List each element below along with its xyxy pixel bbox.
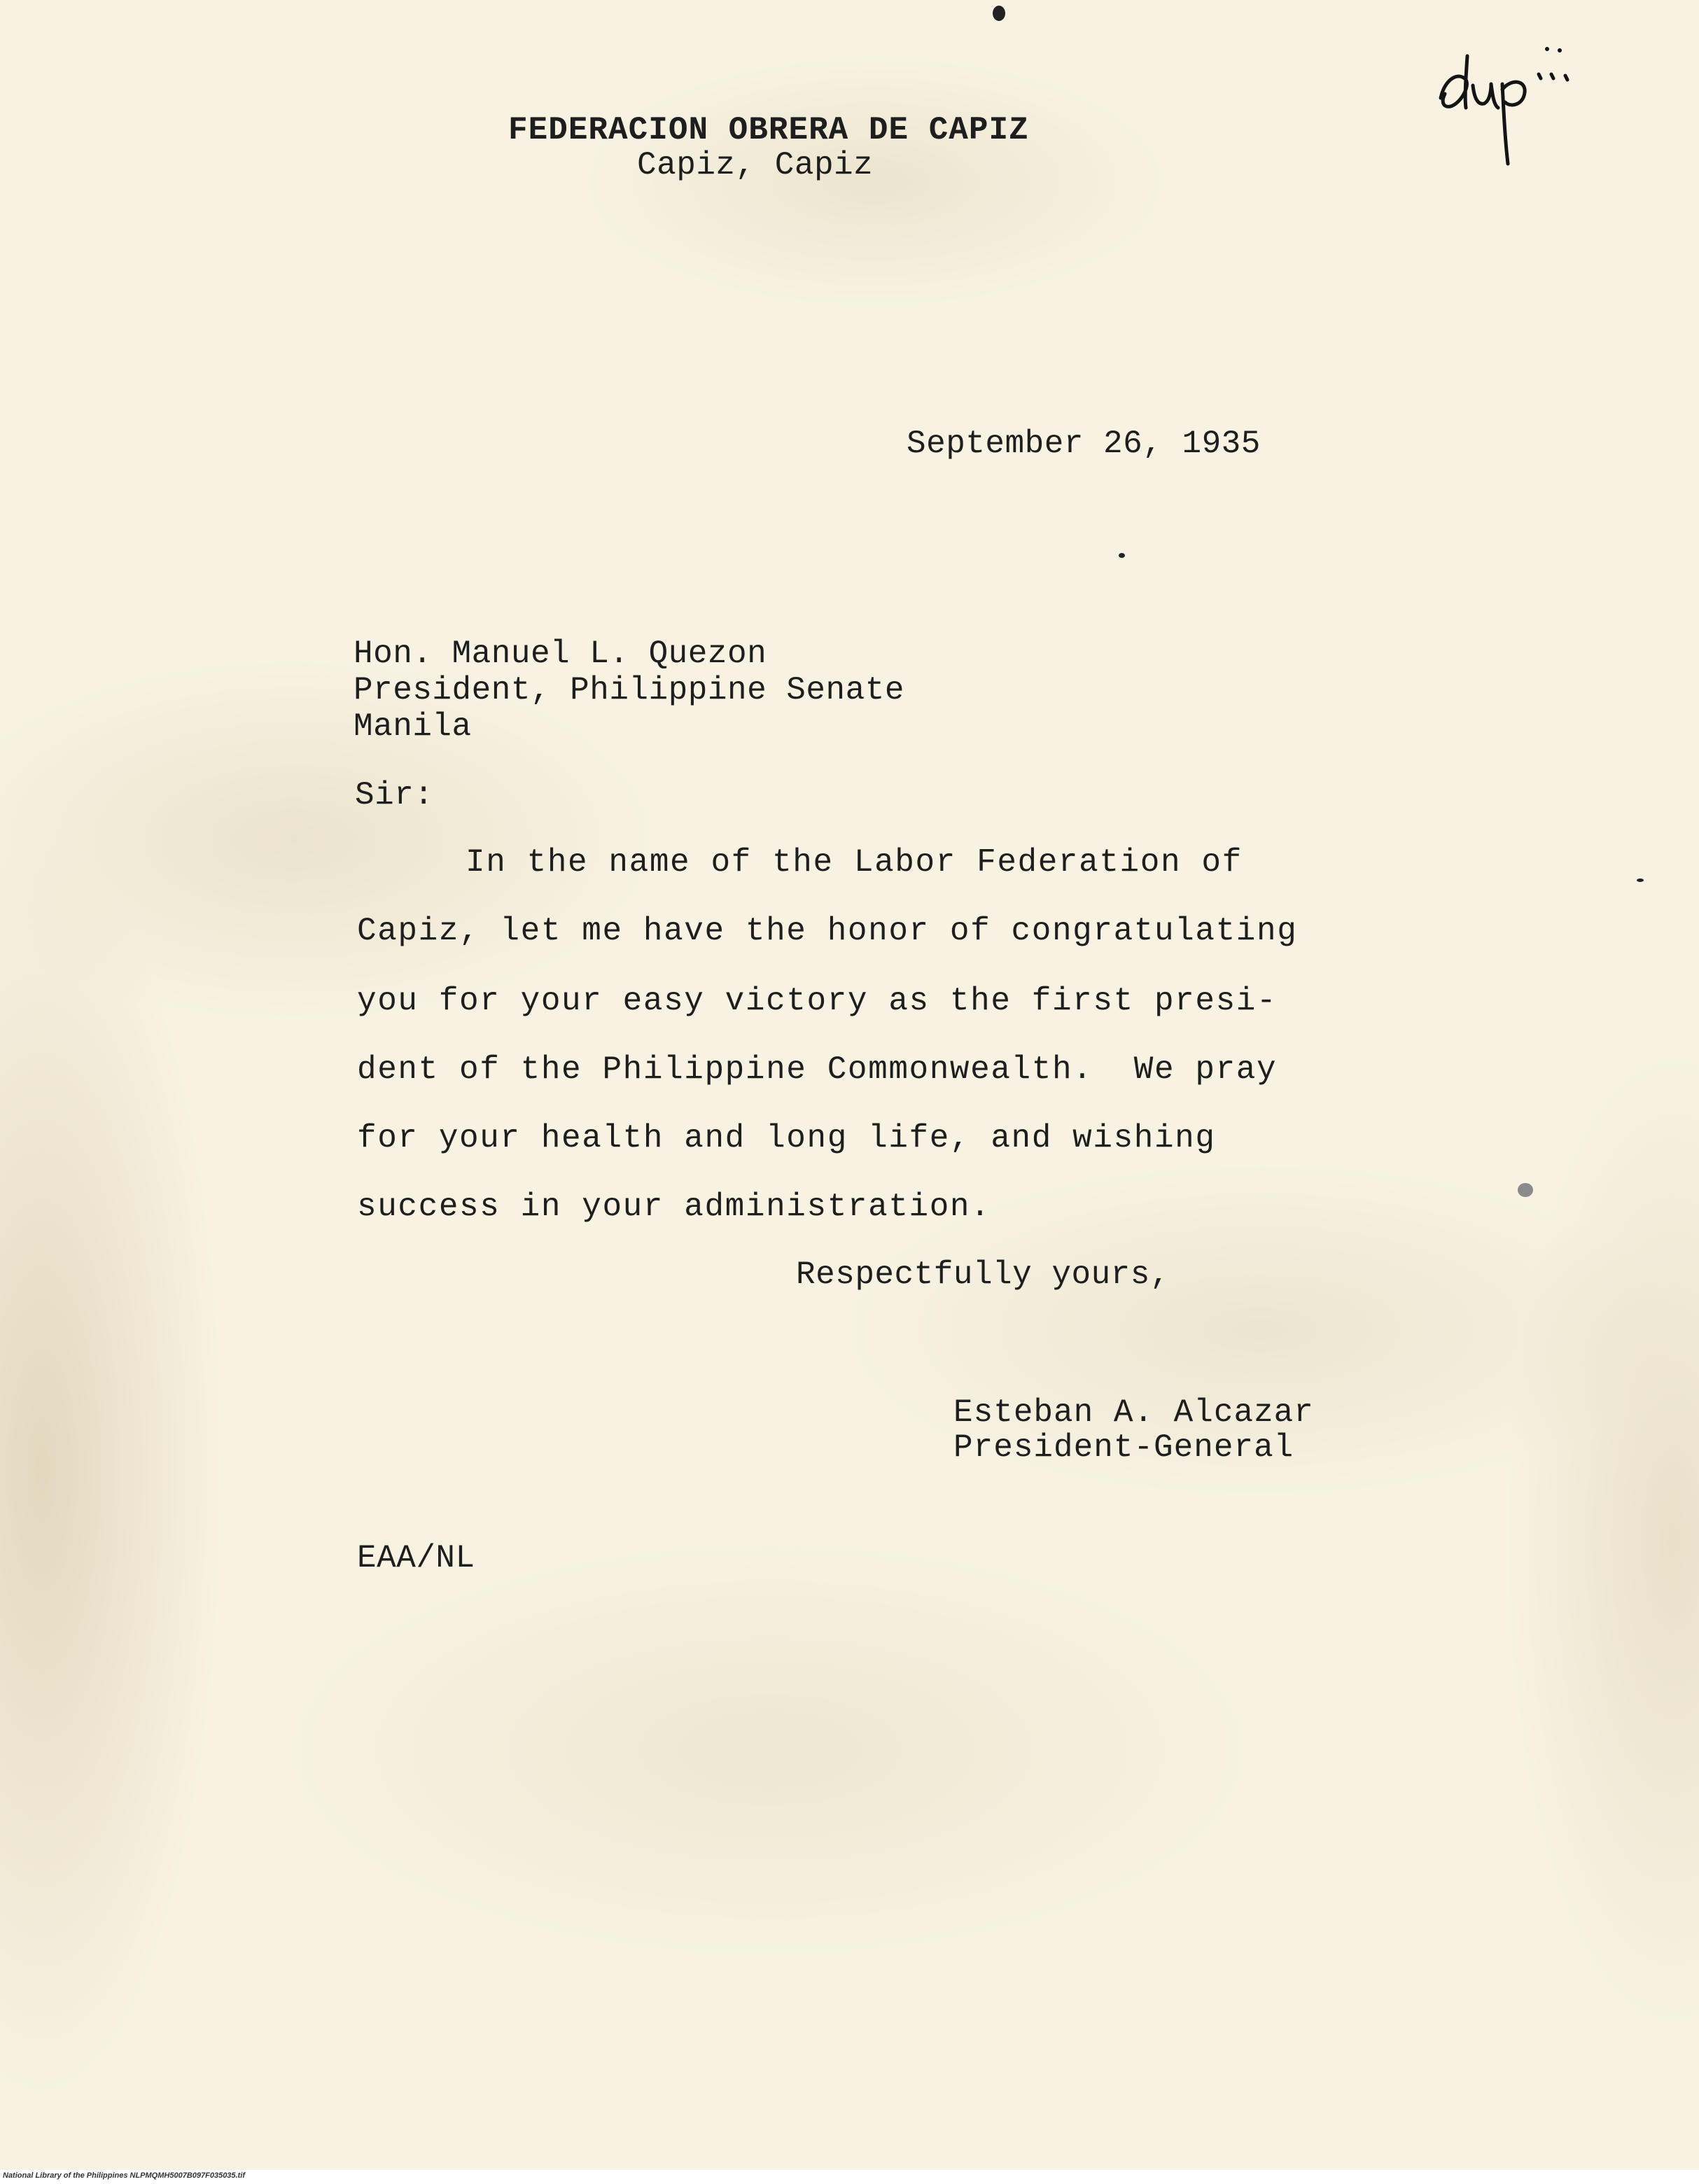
- archive-stamp: National Library of the Philippines NLPMQMH5007B097F035035.tif: [3, 2171, 245, 2180]
- body-line: In the name of the Labor Federation of: [466, 844, 1243, 881]
- reference-initials: EAA/NL: [357, 1540, 475, 1576]
- body-line: success in your administration.: [357, 1189, 991, 1225]
- recipient-name: Hon. Manuel L. Quezon: [354, 636, 767, 672]
- body-line: dent of the Philippine Commonwealth. We pray: [357, 1051, 1278, 1088]
- ink-speck: [1637, 878, 1644, 882]
- handwritten-dup-annotation: [1435, 35, 1603, 175]
- letter-date: September 26, 1935: [907, 426, 1261, 462]
- recipient-city: Manila: [354, 708, 472, 745]
- body-line: you for your easy victory as the first presi-: [357, 983, 1278, 1019]
- ink-speck: [1119, 553, 1125, 558]
- body-line: for your health and long life, and wishing: [357, 1120, 1216, 1156]
- body-line: Capiz, let me have the honor of congratulating: [357, 913, 1298, 949]
- ink-speck: [1518, 1183, 1533, 1197]
- complimentary-close: Respectfully yours,: [796, 1256, 1170, 1293]
- archive-footer: [0, 2170, 1699, 2184]
- signatory-name: Esteban A. Alcazar: [953, 1394, 1314, 1431]
- salutation: Sir:: [355, 777, 434, 813]
- recipient-title: President, Philippine Senate: [354, 672, 904, 708]
- letterhead-organization: FEDERACION OBRERA DE CAPIZ: [508, 112, 1029, 148]
- handwriting-mark: [1435, 35, 1603, 175]
- signatory-title: President-General: [953, 1429, 1294, 1466]
- ink-speck: [993, 6, 1005, 21]
- letterhead-location: Capiz, Capiz: [637, 147, 874, 183]
